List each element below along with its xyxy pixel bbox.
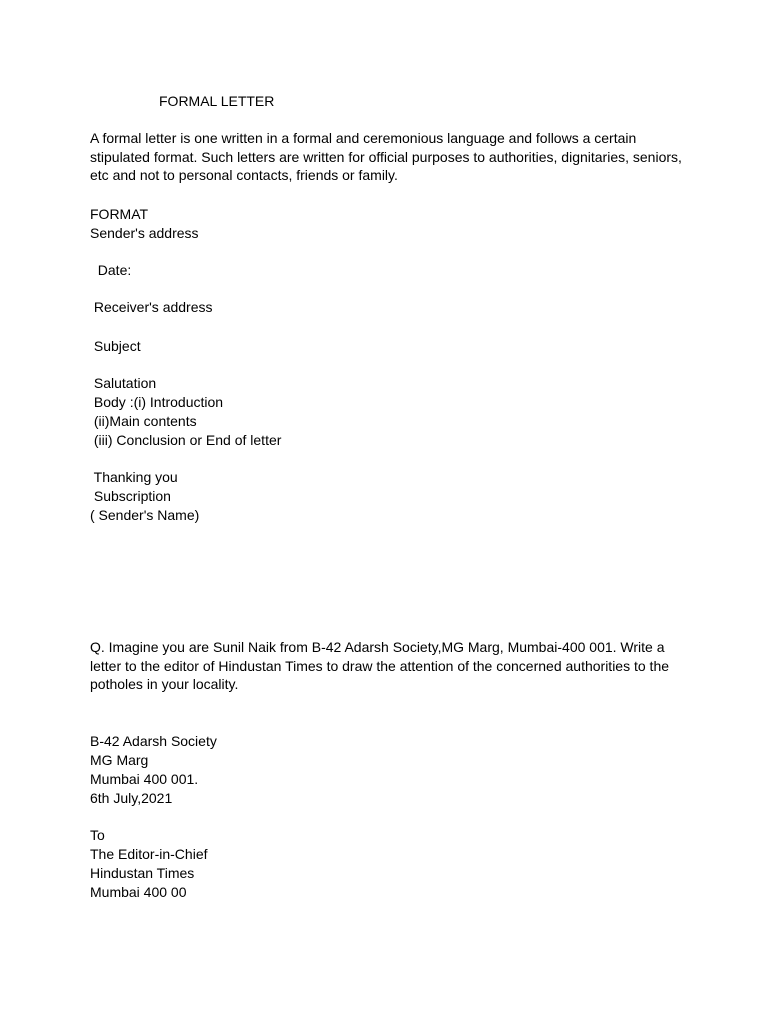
format-body-introduction: Body :(i) Introduction — [90, 394, 224, 410]
question-paragraph: Q. Imagine you are Sunil Naik from B-42 Adarsh Society,MG Marg, Mumbai-400 001. Write a letter to the editor of Hindustan Times to draw the attention of the concerned authorities to the potholes in your locality. — [90, 639, 670, 693]
letter-to: To — [90, 827, 105, 843]
format-thanking: Thanking you — [90, 469, 178, 485]
format-receivers-address: Receiver's address — [90, 299, 213, 315]
format-sender-name: ( Sender's Name) — [90, 507, 200, 523]
sender-address-line-1: B-42 Adarsh Society — [90, 733, 217, 749]
format-date: Date: — [90, 262, 132, 278]
receiver-line-3: Mumbai 400 00 — [90, 884, 187, 900]
sender-address-line-3: Mumbai 400 001. — [90, 771, 199, 787]
receiver-line-1: The Editor-in-Chief — [90, 846, 208, 862]
receiver-line-2: Hindustan Times — [90, 865, 195, 881]
format-main-contents: (ii)Main contents — [90, 413, 197, 429]
format-senders-address: Sender's address — [90, 225, 199, 241]
format-heading: FORMAT — [90, 206, 149, 222]
letter-date: 6th July,2021 — [90, 790, 173, 806]
format-salutation: Salutation — [90, 375, 157, 391]
format-subject: Subject — [90, 338, 141, 354]
sender-address-line-2: MG Marg — [90, 752, 149, 768]
format-subscription: Subscription — [90, 488, 171, 504]
document-title: FORMAL LETTER — [159, 93, 275, 109]
format-conclusion: (iii) Conclusion or End of letter — [90, 432, 282, 448]
intro-paragraph: A formal letter is one written in a formal and ceremonious language and follows a certain stipulated format. Such letters are written for official purposes to authorities, dignitaries, seniors, etc and not to personal contacts, friends or family. — [90, 130, 682, 184]
